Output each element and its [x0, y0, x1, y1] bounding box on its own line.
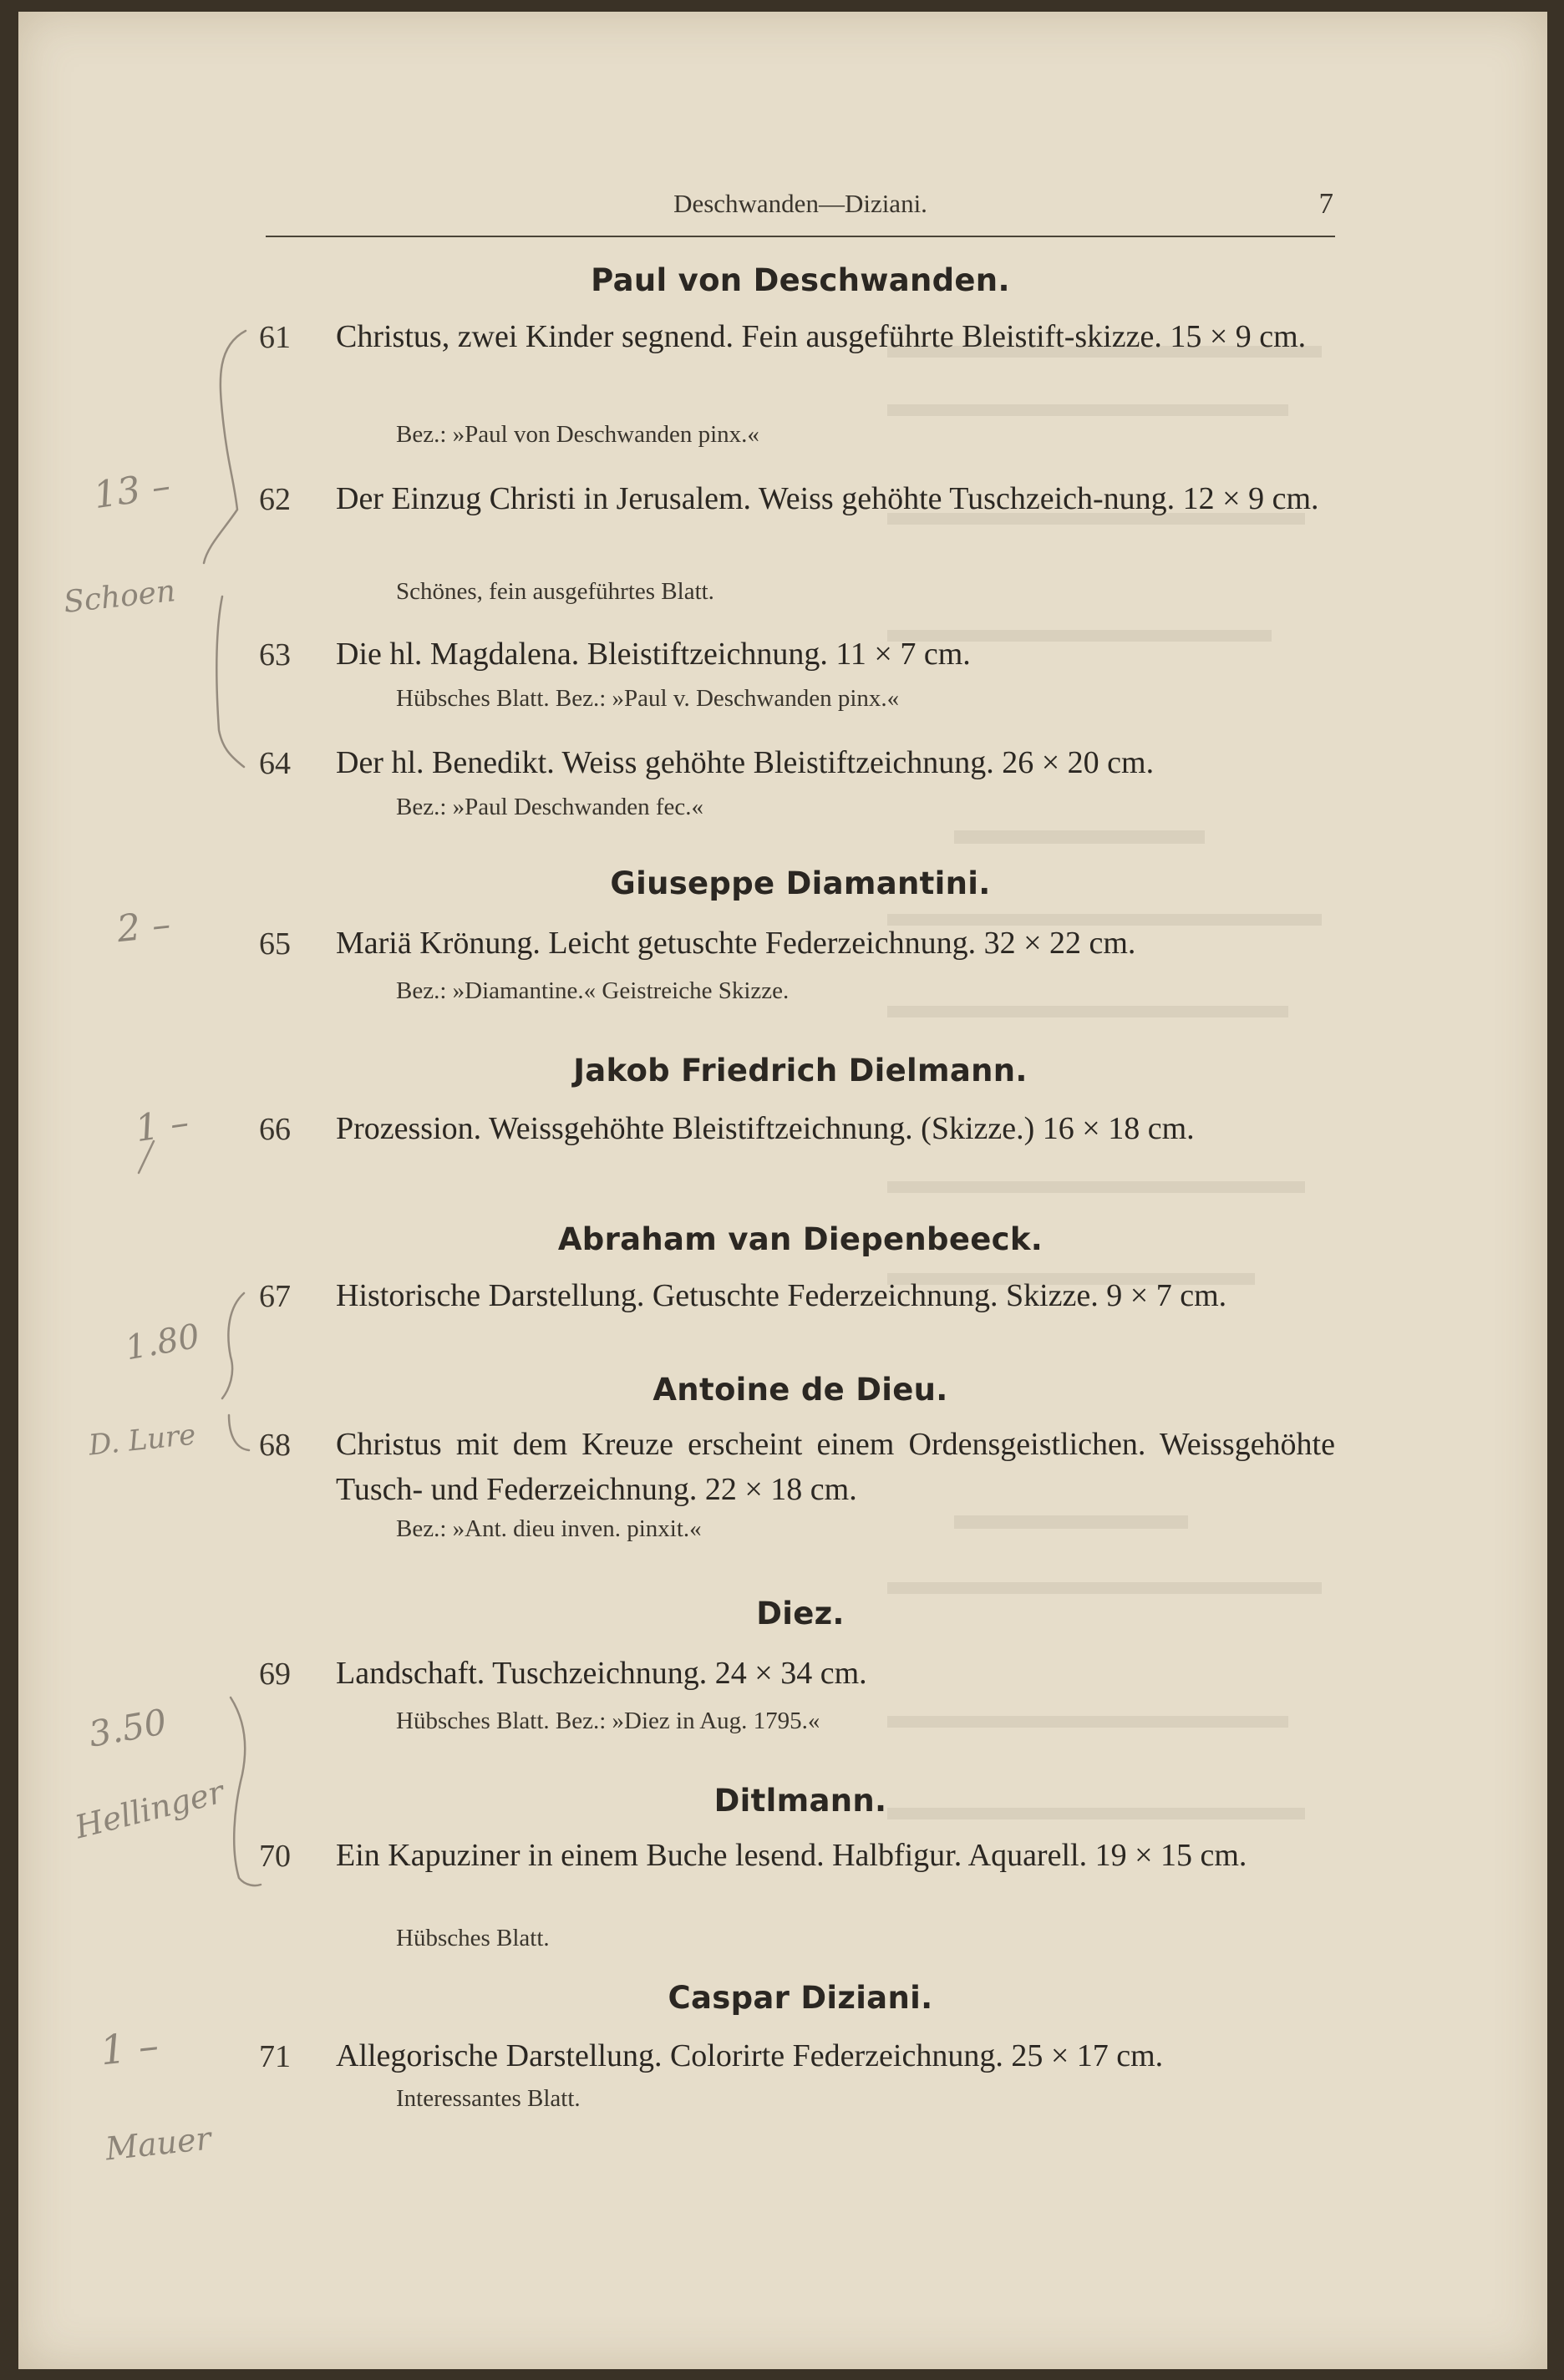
margin-annotation-price: 2 –	[114, 902, 173, 951]
lot-description: Die hl. Magdalena. Bleistiftzeichnung. 11 × 7 cm.	[336, 637, 971, 672]
lot-note: Hübsches Blatt.	[396, 1925, 550, 1951]
lot-description: Ein Kapuziner in einem Buche lesend. Halbfigur. Aquarell. 19 × 15 cm.	[336, 1838, 1247, 1873]
lot-description: Allegorische Darstellung. Colorirte Federzeichnung. 25 × 17 cm.	[336, 2038, 1164, 2073]
lot-note: Bez.: »Ant. dieu inven. pinxit.«	[396, 1515, 702, 1542]
lot-note: Bez.: »Diamantine.« Geistreiche Skizze.	[396, 977, 790, 1004]
lot-description: Prozession. Weissgehöhte Bleistiftzeichnung. (Skizze.) 16 × 18 cm.	[336, 1111, 1195, 1146]
lot-description: Der Einzug Christi in Jerusalem. Weiss gehöhte Tuschzeich-nung. 12 × 9 cm.	[336, 481, 1319, 516]
artist-heading-diez: Diez.	[756, 1596, 845, 1631]
lot-number: 68	[259, 1428, 291, 1463]
artist-heading-dielmann: Jakob Friedrich Dielmann.	[573, 1053, 1028, 1089]
lot-note: Schönes, fein ausgeführtes Blatt.	[396, 578, 714, 605]
lot-note: Interessantes Blatt.	[396, 2085, 581, 2112]
margin-annotation-price: 1 –	[132, 1100, 192, 1151]
margin-annotation-buyer: Schoen	[62, 574, 177, 620]
running-title: Deschwanden—Diziani.	[673, 189, 927, 218]
artist-heading-dieu: Antoine de Dieu.	[653, 1372, 948, 1408]
pencil-brackets	[18, 12, 1547, 2369]
page-number: 7	[1318, 187, 1333, 220]
margin-annotation-price: 13 –	[90, 464, 174, 518]
lot-note: Bez.: »Paul Deschwanden fec.«	[396, 794, 704, 820]
artist-heading-ditlmann: Ditlmann.	[713, 1783, 887, 1819]
lot-number: 63	[259, 637, 291, 672]
lot-note: Bez.: »Paul von Deschwanden pinx.«	[396, 421, 759, 448]
margin-annotation-price: 1.80	[122, 1317, 203, 1368]
lot-description: Historische Darstellung. Getuschte Federzeichnung. Skizze. 9 × 7 cm.	[336, 1278, 1227, 1313]
lot-number: 66	[259, 1112, 291, 1147]
margin-annotation-price: 3.50	[85, 1701, 170, 1755]
lot-number: 67	[259, 1279, 291, 1314]
lot-number: 62	[259, 482, 291, 517]
artist-heading-diziani: Caspar Diziani.	[668, 1980, 933, 2016]
margin-annotation-buyer: Mauer	[104, 2119, 213, 2168]
lot-note: Hübsches Blatt. Bez.: »Diez in Aug. 1795.«	[396, 1708, 820, 1734]
lot-number: 65	[259, 926, 291, 962]
lot-number: 70	[259, 1839, 291, 1874]
catalog-page	[18, 12, 1547, 2369]
margin-annotation-buyer: Hellinger	[71, 1773, 228, 1846]
margin-annotation-buyer: D. Lure	[87, 1418, 198, 1463]
lot-number: 69	[259, 1657, 291, 1692]
lot-number: 71	[259, 2039, 291, 2074]
artist-heading-diamantini: Giuseppe Diamantini.	[610, 865, 991, 901]
lot-description: Mariä Krönung. Leicht getuschte Federzeichnung. 32 × 22 cm.	[336, 926, 1136, 961]
lot-description: Landschaft. Tuschzeichnung. 24 × 34 cm.	[336, 1656, 867, 1691]
lot-number: 61	[259, 320, 291, 355]
lot-description: Christus mit dem Kreuze erscheint einem Ordensgeistlichen. Weissgehöhte Tusch- und Federzeichnung. 22 × 18 cm.	[336, 1427, 1335, 1507]
lot-note: Hübsches Blatt. Bez.: »Paul v. Deschwanden pinx.«	[396, 685, 900, 712]
lot-description: Christus, zwei Kinder segnend. Fein ausgeführte Bleistift-skizze. 15 × 9 cm.	[336, 319, 1307, 354]
margin-annotation-price: 1 –	[98, 2022, 161, 2075]
artist-heading-deschwanden: Paul von Deschwanden.	[591, 262, 1010, 298]
lot-description: Der hl. Benedikt. Weiss gehöhte Bleistiftzeichnung. 26 × 20 cm.	[336, 745, 1155, 780]
lot-number: 64	[259, 746, 291, 781]
artist-heading-diepenbeeck: Abraham van Diepenbeeck.	[557, 1221, 1044, 1257]
